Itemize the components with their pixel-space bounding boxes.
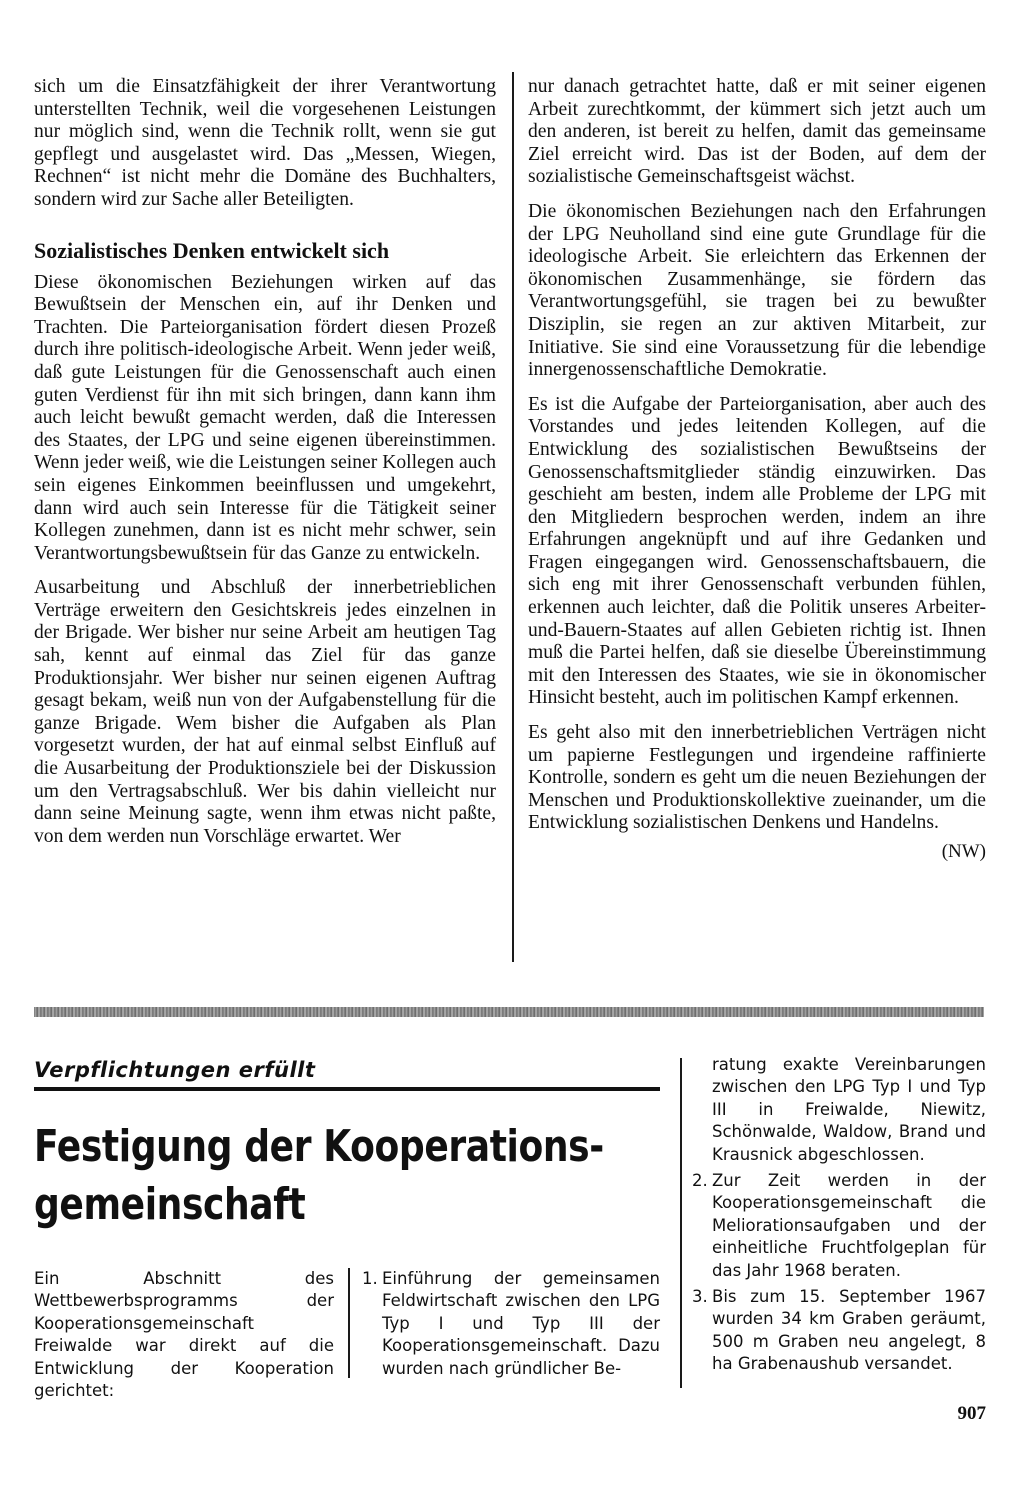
article-intro: Ein Abschnitt des Wettbewerbsprogramms der Kooperationsgemeinschaft Freiwalde war direkt auf die Entwicklung der Kooperation gerichtet: <box>34 1269 334 1401</box>
kicker-rule <box>34 1087 660 1091</box>
paragraph: Es geht also mit den innerbetrieblichen Verträgen nicht um papierne Festlegungen und irgendeine raffinierte Kontrolle, sondern es geht um die neuen Beziehungen der Menschen und Produktionskollektive zueinander, um die Entwicklung sozialistischen Denkens und Handelns. <box>528 722 986 834</box>
paragraph: nur danach getrachtet hatte, daß er mit seiner eigenen Arbeit zurechtkommt, der kümmert sich jetzt auch um den anderen, ist bereit zu helfen, damit das gemeinsame Ziel erreicht wird. Das ist der Boden, auf dem der sozialistische Gemeinschaftsgeist wächst. <box>528 76 986 188</box>
headline-line: Festigung der Kooperations- <box>34 1121 604 1172</box>
headline-line: gemeinschaft <box>34 1179 306 1230</box>
numbered-list <box>362 1268 660 1384</box>
column-divider <box>512 72 514 962</box>
list-item-number: 1. <box>362 1269 378 1288</box>
list-item <box>692 1286 986 1376</box>
paragraph: Die ökonomischen Beziehungen nach den Erfahrungen der LPG Neuholland sind eine gute Grundlage für die ideologische Arbeit. Sie erleichtern das Erkennen der ökonomischen Zusammenhänge, sie fördern das Verantwortungsgefühl, sie tragen bei zu bewußter Disziplin, sie regen an zur aktiven Mitarbeit, zur Initiative. Sie sind eine Voraussetzung für die lebendige innergenossenschaftliche Demokratie. <box>528 200 986 381</box>
paragraph: Diese ökonomischen Beziehungen wirken auf das Bewußtsein der Menschen ein, auf ihr Denken und Trachten. Die Parteiorganisation fördert diesen Prozeß durch ihre politisch-ideologische Arbeit. Wenn jeder weiß, daß gute Leistungen für die Genossenschaft auch einen guten Verdienst für ihn mit sich bringen, dann kann ihm auch leicht bewußt gemacht werden, daß die Interessen des Staates, der LPG und seine eigenen übereinstimmen. Wenn jeder weiß, wie die Leistungen seiner Kollegen auch sein eigenes Einkommen beeinflussen und umgekehrt, dann wird auch sein Interesse für die Tätigkeit seiner Kollegen zunehmen, dann ist es nicht mehr schwer, sein Verantwortungsbewußtsein für das Ganze zu entwickeln. <box>34 271 496 564</box>
list-item-continuation: ratung exakte Vereinbarungen zwischen den LPG Typ I und Typ III in Freiwalde, Niewitz, Schönwalde, Waldow, Brand und Krausnick abgeschlossen. <box>712 1055 986 1164</box>
list-item <box>362 1268 660 1380</box>
numbered-list-continued <box>692 1054 986 1380</box>
paragraph: Ausarbeitung und Abschluß der innerbetrieblichen Verträge erweitern den Gesichtskreis jedes einzelnen in der Brigade. Wer bisher nur seine Arbeit am heutigen Tag sah, kennt auf einmal das Ziel für das ganze Produktionsjahr. Wer bisher nur seinen eigenen Auftrag gesagt bekam, weiß nun von der Aufgabenstellung für die ganze Brigade. Wem bisher die Aufgaben als Plan vorgesetzt wurden, der hat auf einmal selbst Einfluß auf die Ausarbeitung der Produktionsziele bei der Diskussion um den Vertragsabschluß. Wer bis dahin vielleicht nur dann seine Meinung sagte, wenn ihm etwas nicht paßte, von dem werden nun Vorschläge erwartet. Wer <box>34 577 496 847</box>
paragraph: Es ist die Aufgabe der Parteiorganisation, aber auch des Vorstandes und jedes leitenden Kollegen, auf die Entwicklung des sozialistischen Bewußtseins der Genossenschaftsmitglieder ständig einzuwirken. Das geschieht am besten, indem alle Probleme der LPG mit den Mitgliedern besprochen werden, indem an ihre Erfahrungen angeknüpft und auf ihre Gedanken und Fragen eingegangen wird. Genossenschaftsbauern, die sich eng mit ihrer Genossenschaft verbunden fühlen, erkennen auch leichter, daß die Politik unseres Arbeiter-und-Bauern-Staates auf allen Gebieten richtig ist. Ihnen muß die Partei helfen, daß sie dieselbe Übereinstimmung mit den Interessen des Staates, wie sie in ökonomischer Hinsicht besteht, auch im politischen Kampf erkennen. <box>528 393 986 709</box>
list-item-text: Einführung der gemeinsamen Feldwirtschaft zwischen den LPG Typ I und Typ III der Kooperationsgemeinschaft. Dazu wurden nach gründlicher Be- <box>382 1269 660 1378</box>
list-item-number: 3. <box>692 1287 708 1307</box>
list-item-number: 2. <box>692 1171 708 1191</box>
left-column <box>34 76 496 860</box>
page-number: 907 <box>957 1403 986 1424</box>
author-signature: (NW) <box>941 841 986 862</box>
article-headline <box>34 1118 657 1234</box>
kicker: Verpflichtungen erfüllt <box>34 1058 316 1082</box>
section-separator <box>34 1007 984 1017</box>
section-subheading: Sozialistisches Denken entwickelt sich <box>34 237 390 263</box>
list-item-text: Bis zum 15. September 1967 wurden 34 km Graben geräumt, 500 m Graben neu angelegt, 8 ha Grabenaushub versandet. <box>712 1287 986 1374</box>
list-item <box>692 1170 986 1282</box>
right-column <box>528 76 986 863</box>
column-divider <box>348 1268 350 1378</box>
list-item-text: Zur Zeit werden in der Kooperationsgemeinschaft die Meliorationsaufgaben und der einheitliche Fruchtfolgeplan für das Jahr 1968 beraten. <box>712 1171 986 1280</box>
column-divider <box>680 1058 682 1388</box>
paragraph: sich um die Einsatzfähigkeit der ihrer Verantwortung unterstellten Technik, weil die vorgesehenen Leistungen nur möglich sind, wenn die Technik rollt, wenn sie gut gepflegt und ausgelastet wird. Das „Messen, Wiegen, Rechnen“ ist nicht mehr die Domäne des Buchhalters, sondern wird zur Sache aller Beteiligten. <box>34 76 496 210</box>
